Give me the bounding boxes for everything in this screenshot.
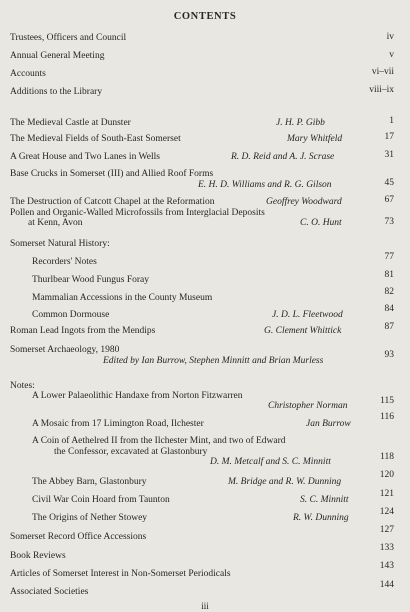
entry-title: A Lower Palaeolithic Handaxe from Norton Fitzwarren bbox=[32, 391, 243, 401]
entry-page-number: 118 bbox=[380, 452, 394, 462]
entry-page-number: 31 bbox=[384, 150, 394, 160]
entry-author: Mary Whitfeld bbox=[287, 134, 343, 144]
entry-page-number: viii–ix bbox=[369, 85, 394, 95]
entry-page-number: 81 bbox=[384, 270, 394, 280]
entry-author: E. H. D. Williams and R. G. Gilson bbox=[198, 180, 332, 190]
entry-author: R. W. Dunning bbox=[293, 513, 349, 523]
entry-page-number: 77 bbox=[384, 252, 394, 262]
entry-title: A Great House and Two Lanes in Wells bbox=[10, 152, 160, 162]
entry-page-number: 116 bbox=[380, 412, 394, 422]
entry-author: S. C. Minnitt bbox=[300, 495, 349, 505]
entry-page-number: 93 bbox=[384, 350, 394, 360]
entry-title: Associated Societies bbox=[10, 587, 89, 597]
entry-title: Accounts bbox=[10, 69, 46, 79]
entry-title: Annual General Meeting bbox=[10, 51, 105, 61]
entry-title: the Confessor, excavated at Glastonbury bbox=[54, 447, 208, 457]
entry-page-number: 67 bbox=[384, 195, 394, 205]
entry-title: Notes: bbox=[10, 381, 35, 391]
entry-title: Thurlbear Wood Fungus Foray bbox=[32, 275, 150, 285]
entry-author: J. D. L. Fleetwood bbox=[272, 310, 343, 320]
entry-title: Roman Lead Ingots from the Mendips bbox=[10, 326, 156, 336]
entry-title: The Medieval Castle at Dunster bbox=[10, 118, 131, 128]
entry-title: Pollen and Organic-Walled Microfossils from Interglacial Deposits bbox=[10, 208, 265, 218]
entry-page-number: 124 bbox=[379, 507, 394, 517]
entry-page-number: 82 bbox=[384, 287, 394, 297]
entry-author: G. Clement Whittick bbox=[264, 326, 342, 336]
entry-author: M. Bridge and R. W. Dunning bbox=[228, 477, 342, 487]
entry-title: at Kenn, Avon bbox=[28, 218, 83, 228]
entry-page-number: 17 bbox=[384, 132, 394, 142]
entry-author: J. H. P. Gibb bbox=[276, 118, 325, 128]
page-number: iii bbox=[201, 601, 209, 611]
entry-title: Civil War Coin Hoard from Taunton bbox=[32, 495, 170, 505]
entry-title: Somerset Archaeology, 1980 bbox=[10, 345, 120, 355]
entry-title: A Coin of Aethelred II from the Ilchester Mint, and two of Edward bbox=[32, 436, 286, 446]
entry-title: Trustees, Officers and Council bbox=[10, 33, 127, 43]
entry-page-number: 120 bbox=[379, 470, 394, 480]
entry-title: The Abbey Barn, Glastonbury bbox=[32, 477, 147, 487]
page-title: CONTENTS bbox=[173, 11, 237, 22]
entry-page-number: iv bbox=[386, 32, 394, 42]
entry-title: A Mosaic from 17 Limington Road, Ilchester bbox=[32, 419, 204, 429]
entry-title: Common Dormouse bbox=[32, 310, 110, 320]
entry-title: Mammalian Accessions in the County Museum bbox=[32, 293, 213, 303]
entry-author: R. D. Reid and A. J. Scrase bbox=[231, 152, 335, 162]
entry-title: The Origins of Nether Stowey bbox=[32, 513, 148, 523]
entry-page-number: 144 bbox=[379, 580, 394, 590]
entry-title: Somerset Record Office Accessions bbox=[10, 532, 147, 542]
entry-author: Christopher Norman bbox=[268, 401, 348, 411]
entry-page-number: 87 bbox=[384, 322, 394, 332]
entry-page-number: 143 bbox=[379, 561, 394, 571]
entry-author: D. M. Metcalf and S. C. Minnitt bbox=[210, 457, 331, 467]
entry-page-number: vi–vii bbox=[371, 67, 394, 77]
entry-page-number: 127 bbox=[379, 525, 394, 535]
entry-title: Book Reviews bbox=[10, 551, 66, 561]
entry-title: Base Crucks in Somerset (III) and Allied Roof Forms bbox=[10, 169, 214, 179]
entry-page-number: 1 bbox=[389, 116, 394, 126]
entry-title: Articles of Somerset Interest in Non-Somerset Periodicals bbox=[10, 569, 231, 579]
entry-title: The Destruction of Catcott Chapel at the Reformation bbox=[10, 197, 215, 207]
entry-page-number: 84 bbox=[384, 304, 394, 314]
entry-title: Recorders' Notes bbox=[32, 257, 97, 267]
entry-page-number: 45 bbox=[384, 178, 394, 188]
entry-author: C. O. Hunt bbox=[300, 218, 342, 228]
entry-page-number: 133 bbox=[379, 543, 394, 553]
entry-title: The Medieval Fields of South-East Somerset bbox=[10, 134, 181, 144]
entry-page-number: 115 bbox=[380, 396, 394, 406]
entry-author: Geoffrey Woodward bbox=[266, 197, 342, 207]
entry-title: Additions to the Library bbox=[10, 87, 103, 97]
entry-title: Somerset Natural History: bbox=[10, 239, 110, 249]
entry-page-number: v bbox=[389, 50, 394, 60]
entry-page-number: 121 bbox=[379, 489, 394, 499]
entry-author: Edited by Ian Burrow, Stephen Minnitt and Brian Murless bbox=[103, 356, 324, 366]
entry-page-number: 73 bbox=[384, 217, 394, 227]
entry-author: Jan Burrow bbox=[306, 419, 351, 429]
